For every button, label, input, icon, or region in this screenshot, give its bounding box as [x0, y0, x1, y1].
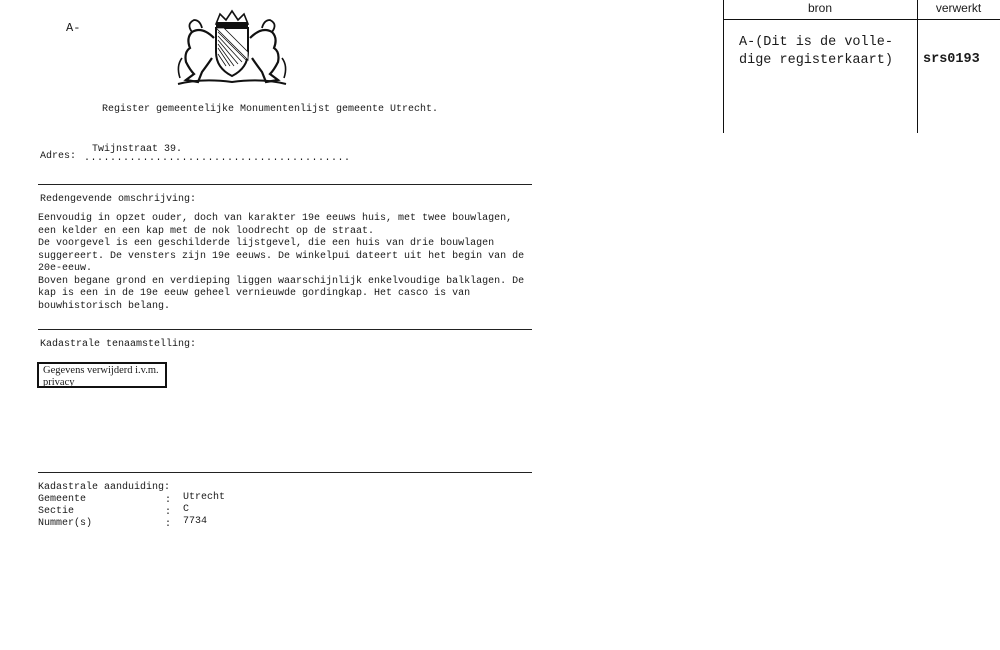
verwerkt-cell: srs0193 — [923, 52, 980, 67]
cadastral-heading: Kadastrale aanduiding: — [38, 482, 171, 493]
cadastral-separator: : — [165, 519, 172, 530]
bron-text: A-(Dit is de volle- — [739, 35, 893, 50]
cadastral-label: Nummer(s) — [38, 518, 93, 529]
cadastral-owner-heading: Kadastrale tenaamstelling: — [40, 339, 197, 350]
bron-cell — [739, 34, 893, 70]
cadastral-value: C — [183, 504, 190, 515]
cadastral-value: 7734 — [183, 516, 208, 527]
corner-letter: A- — [66, 21, 81, 35]
coat-of-arms-emblem — [172, 8, 292, 88]
column-header-bron: bron — [807, 1, 833, 15]
address-value: Twijnstraat 39. — [92, 144, 183, 155]
cadastral-label: Sectie — [38, 506, 75, 517]
redaction-text: privacy — [43, 377, 75, 388]
cadastral-label: Gemeente — [38, 494, 87, 505]
description-line: 20e-eeuw. — [38, 263, 93, 274]
description-heading: Redengevende omschrijving: — [40, 194, 197, 205]
divider — [38, 472, 532, 473]
description-line: De voorgevel is een geschilderde lijstgevel, die een huis van drie bouwlagen — [38, 238, 495, 249]
divider — [38, 329, 532, 330]
column-header-verwerkt: verwerkt — [935, 1, 982, 15]
register-title: Register gemeentelijke Monumentenlijst gemeente Utrecht. — [102, 104, 439, 115]
address-label: Adres: — [40, 151, 77, 162]
cadastral-separator: : — [165, 495, 172, 506]
description-line: Eenvoudig in opzet ouder, doch van karakter 19e eeuws huis, met twee bouwlagen, — [38, 213, 513, 224]
divider — [38, 184, 532, 185]
description-line: suggereert. De vensters zijn 19e eeuws. De winkelpui dateert uit het begin van de — [38, 250, 525, 262]
bron-text: dige registerkaart) — [739, 53, 893, 68]
description-line: Boven begane grond en verdieping liggen waarschijnlijk enkelvoudige balklagen. De — [38, 275, 525, 287]
table-border — [723, 19, 1000, 20]
description-line: een kelder en een kap met de nok loodrecht op de straat. — [38, 225, 375, 237]
source-table — [723, 0, 1000, 133]
description-body — [38, 213, 532, 313]
address-dotted-line: ......................................... — [84, 153, 351, 164]
privacy-redaction-box — [37, 362, 167, 388]
description-line: bouwhistorisch belang. — [38, 300, 171, 312]
cadastral-value: Utrecht — [183, 492, 226, 503]
cadastral-separator: : — [165, 507, 172, 518]
redaction-text: Gegevens verwijderd i.v.m. — [43, 365, 159, 376]
description-line: kap is een in de 19e eeuw geheel vernieuwde gordingkap. Het casco is van — [38, 288, 471, 299]
